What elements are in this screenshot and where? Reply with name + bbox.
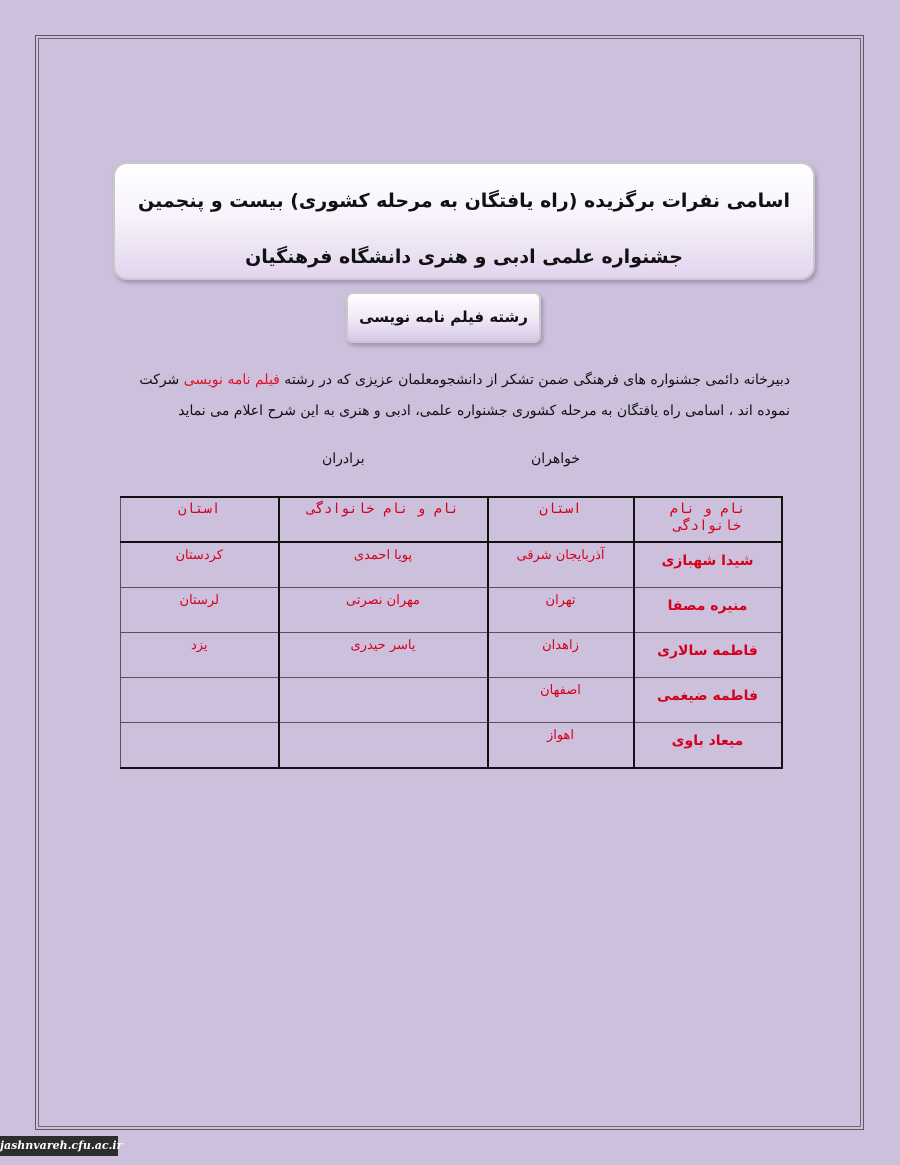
- sister-name: فاطمه ضیغمی: [634, 678, 782, 723]
- site-watermark[interactable]: jashnvareh.cfu.ac.ir: [0, 1136, 118, 1156]
- table-row: [121, 723, 782, 769]
- table-header-row: [121, 497, 782, 542]
- sisters-label: خواهران: [531, 451, 581, 467]
- sister-name: میعاد باوی: [634, 723, 782, 769]
- table-row: [121, 542, 782, 588]
- brother-name: پویا احمدی: [279, 542, 488, 588]
- header-brothers-name: نام و نام خانوادگی: [279, 497, 488, 542]
- brother-province: کردستان: [121, 542, 279, 588]
- brother-province: یزد: [121, 633, 279, 678]
- table-row: [121, 678, 782, 723]
- sister-name: فاطمه سالاری: [634, 633, 782, 678]
- brother-province: لرستان: [121, 588, 279, 633]
- sister-province: اهواز: [488, 723, 634, 769]
- brother-province: [121, 678, 279, 723]
- header-sisters-province: استان: [488, 497, 634, 542]
- sister-name: منیره مصفا: [634, 588, 782, 633]
- intro-highlight: فیلم نامه نویسی: [183, 372, 280, 388]
- intro-text-2: شرکت نموده اند ، اسامی راه یافتگان به مرحله کشوری جشنواره علمی، ادبی و هنری به این شرح اعلام می نماید: [139, 372, 790, 419]
- title-line-2: جشنواره علمی ادبی و هنری دانشگاه فرهنگیان: [245, 246, 683, 268]
- intro-text-1: دبیرخانه دائمی جشنواره های فرهنگی ضمن تشکر از دانشجومعلمان عزیزی که در رشته: [279, 372, 790, 388]
- table-row: [121, 588, 782, 633]
- category-badge: رشته فیلم نامه نویسی: [346, 292, 541, 343]
- sister-province: اصفهان: [488, 678, 634, 723]
- brothers-label: برادران: [322, 451, 365, 467]
- sister-name: شیدا شهبازی: [634, 542, 782, 588]
- header-brothers-province: استان: [121, 497, 279, 542]
- sister-province: زاهدان: [488, 633, 634, 678]
- intro-paragraph: [110, 365, 790, 427]
- header-sisters-name: نام و نام خانوادگی: [634, 497, 782, 542]
- title-banner: [113, 162, 815, 280]
- brother-name: مهران نصرتی: [279, 588, 488, 633]
- brother-name: [279, 723, 488, 769]
- sister-province: آذربایجان شرقی: [488, 542, 634, 588]
- winners-table: [120, 496, 783, 769]
- brother-name: [279, 678, 488, 723]
- brother-province: [121, 723, 279, 769]
- brother-name: یاسر حیدری: [279, 633, 488, 678]
- title-line-1: اسامی نفرات برگزیده (راه یافتگان به مرحله کشوری) بیست و پنجمین: [138, 190, 790, 212]
- table-row: [121, 633, 782, 678]
- sister-province: تهران: [488, 588, 634, 633]
